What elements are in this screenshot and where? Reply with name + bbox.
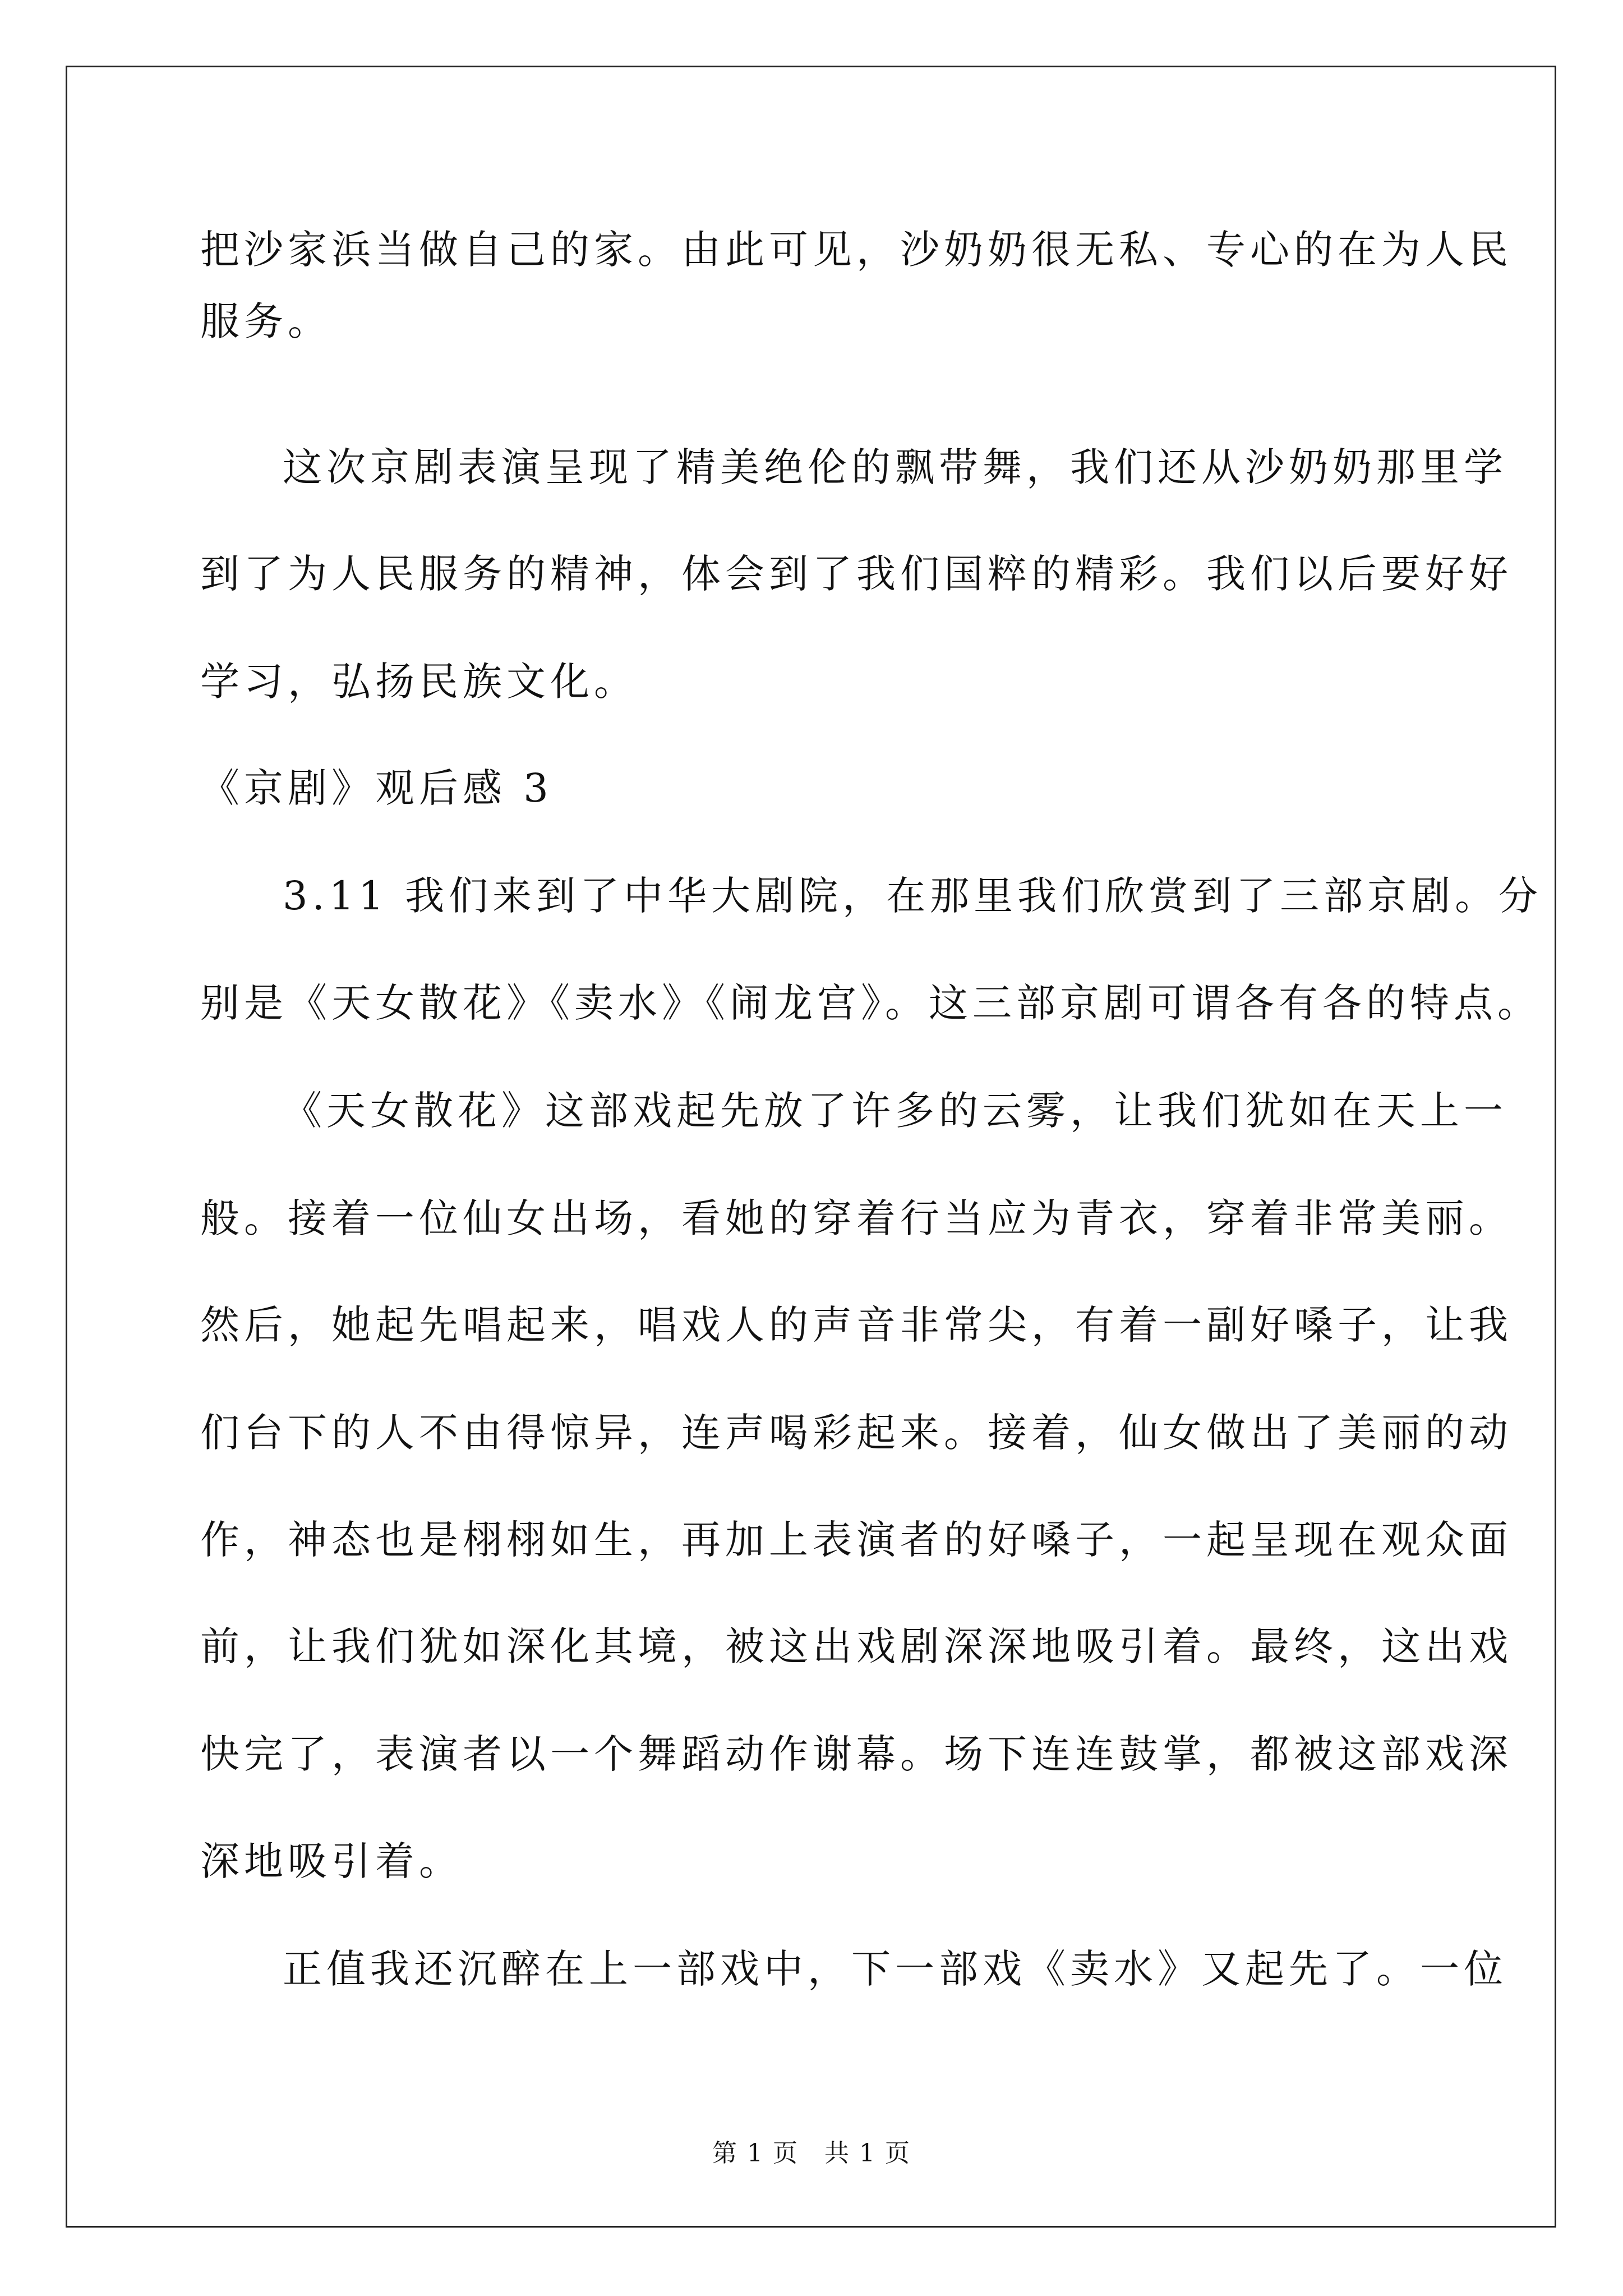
text-line: 快完了，表演者以一个舞蹈动作谢幕。场下连连鼓掌，都被这部戏深 — [200, 1731, 1513, 1777]
text-line: 然后，她起先唱起来，唱戏人的声音非常尖，有着一副好嗓子，让我 — [200, 1302, 1513, 1348]
text-line: 们台下的人不由得惊异，连声喝彩起来。接着，仙女做出了美丽的动 — [200, 1410, 1513, 1456]
text-line: 这次京剧表演呈现了精美绝伦的飘带舞，我们还从沙奶奶那里学 — [283, 444, 1507, 490]
text-line: 把沙家浜当做自己的家。由此可见，沙奶奶很无私、专心的在为人民 — [200, 227, 1513, 273]
text-line: 正值我还沉醉在上一部戏中，下一部戏《卖水》又起先了。一位 — [283, 1946, 1507, 1992]
text-line: 别是《天女散花》《卖水》《闹龙宫》。这三部京剧可谓各有各的特点。 — [200, 980, 1541, 1026]
text-line: 学习，弘扬民族文化。 — [200, 659, 638, 705]
text-line: 到了为人民服务的精神，体会到了我们国粹的精彩。我们以后要好好 — [200, 551, 1513, 597]
section-heading: 《京剧》观后感 3 — [200, 765, 553, 811]
text-line: 前，让我们犹如深化其境，被这出戏剧深深地吸引着。最终，这出戏 — [200, 1623, 1513, 1669]
text-line: 深地吸引着。 — [200, 1838, 463, 1884]
page-border — [66, 66, 1556, 2228]
text-line: 服务。 — [200, 298, 331, 344]
text-line: 作，神态也是栩栩如生，再加上表演者的好嗓子，一起呈现在观众面 — [200, 1517, 1513, 1563]
text-line: 般。接着一位仙女出场，看她的穿着行当应为青衣，穿着非常美丽。 — [200, 1195, 1513, 1241]
text-line: 3.11 我们来到了中华大剧院，在那里我们欣赏到了三部京剧。分 — [283, 873, 1543, 919]
text-line: 《天女散花》这部戏起先放了许多的云雾，让我们犹如在天上一 — [283, 1088, 1507, 1134]
page-number: 第 1 页 共 1 页 — [712, 2139, 911, 2168]
